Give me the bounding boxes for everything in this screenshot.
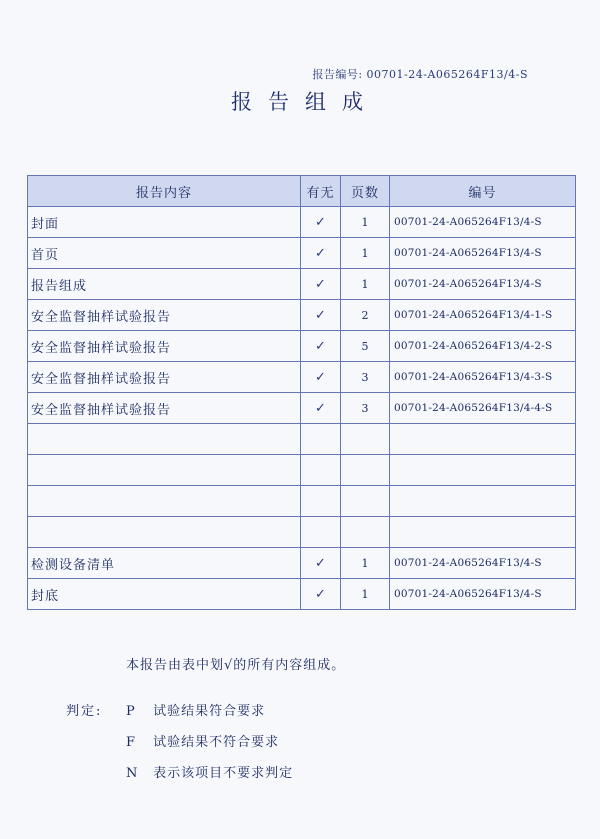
check-mark-icon: ✓ xyxy=(301,393,341,424)
table-row xyxy=(28,300,576,331)
row-mark xyxy=(301,517,341,548)
table-row-empty xyxy=(28,486,576,517)
row-code xyxy=(390,517,576,548)
check-mark-icon: ✓ xyxy=(301,362,341,393)
row-name xyxy=(28,455,301,486)
row-code: 00701-24-A065264F13/4-S xyxy=(390,548,576,579)
row-name: 封面 xyxy=(28,207,301,238)
row-code: 00701-24-A065264F13/4-S xyxy=(390,238,576,269)
row-code: 00701-24-A065264F13/4-4-S xyxy=(390,393,576,424)
row-pages xyxy=(341,455,390,486)
row-pages: 2 xyxy=(341,300,390,331)
composition-note: 本报告由表中划√的所有内容组成。 xyxy=(126,658,346,673)
row-pages: 3 xyxy=(341,393,390,424)
verdict-code: N xyxy=(126,766,139,781)
table-header-row xyxy=(28,176,576,207)
row-name xyxy=(28,517,301,548)
verdict-code: P xyxy=(126,704,136,719)
row-mark xyxy=(301,455,341,486)
row-pages: 1 xyxy=(341,269,390,300)
check-mark-icon: ✓ xyxy=(301,331,341,362)
row-code: 00701-24-A065264F13/4-S xyxy=(390,579,576,610)
row-code: 00701-24-A065264F13/4-S xyxy=(390,207,576,238)
row-name: 安全监督抽样试验报告 xyxy=(28,362,301,393)
row-name xyxy=(28,486,301,517)
row-pages: 1 xyxy=(341,207,390,238)
row-mark xyxy=(301,486,341,517)
verdict-item xyxy=(126,700,265,719)
row-name: 安全监督抽样试验报告 xyxy=(28,300,301,331)
row-name: 首页 xyxy=(28,238,301,269)
header-presence: 有无 xyxy=(301,176,341,207)
table-row xyxy=(28,207,576,238)
report-number: 报告编号: 00701-24-A065264F13/4-S xyxy=(312,68,528,81)
row-name: 报告组成 xyxy=(28,269,301,300)
table-row xyxy=(28,548,576,579)
row-pages xyxy=(341,424,390,455)
row-pages: 5 xyxy=(341,331,390,362)
table-row xyxy=(28,269,576,300)
table-row-empty xyxy=(28,455,576,486)
row-name: 安全监督抽样试验报告 xyxy=(28,331,301,362)
row-mark xyxy=(301,424,341,455)
row-code: 00701-24-A065264F13/4-S xyxy=(390,269,576,300)
verdict-item xyxy=(126,731,279,750)
table-row xyxy=(28,362,576,393)
table-row-empty xyxy=(28,517,576,548)
header-content: 报告内容 xyxy=(28,176,301,207)
header-pages: 页数 xyxy=(341,176,390,207)
page-title: 报告组成 xyxy=(231,90,379,114)
row-pages xyxy=(341,486,390,517)
report-contents-table xyxy=(27,175,576,610)
verdict-code: F xyxy=(126,735,137,750)
row-pages xyxy=(341,517,390,548)
verdict-label: 判定: xyxy=(66,704,103,719)
row-name xyxy=(28,424,301,455)
check-mark-icon: ✓ xyxy=(301,238,341,269)
row-name: 封底 xyxy=(28,579,301,610)
row-name: 检测设备清单 xyxy=(28,548,301,579)
check-mark-icon: ✓ xyxy=(301,300,341,331)
row-pages: 1 xyxy=(341,579,390,610)
row-code: 00701-24-A065264F13/4-3-S xyxy=(390,362,576,393)
check-mark-icon: ✓ xyxy=(301,207,341,238)
check-mark-icon: ✓ xyxy=(301,269,341,300)
verdict-text: 表示该项目不要求判定 xyxy=(153,766,294,781)
check-mark-icon: ✓ xyxy=(301,548,341,579)
table-row xyxy=(28,393,576,424)
table-row xyxy=(28,331,576,362)
table-row xyxy=(28,238,576,269)
verdict-item xyxy=(126,762,293,781)
table-row xyxy=(28,579,576,610)
row-code xyxy=(390,455,576,486)
row-code xyxy=(390,424,576,455)
row-pages: 1 xyxy=(341,238,390,269)
verdict-text: 试验结果不符合要求 xyxy=(153,735,280,750)
row-code xyxy=(390,486,576,517)
row-pages: 1 xyxy=(341,548,390,579)
row-name: 安全监督抽样试验报告 xyxy=(28,393,301,424)
row-pages: 3 xyxy=(341,362,390,393)
row-code: 00701-24-A065264F13/4-1-S xyxy=(390,300,576,331)
row-code: 00701-24-A065264F13/4-2-S xyxy=(390,331,576,362)
header-code: 编号 xyxy=(390,176,576,207)
check-mark-icon: ✓ xyxy=(301,579,341,610)
verdict-text: 试验结果符合要求 xyxy=(153,704,266,719)
table-row-empty xyxy=(28,424,576,455)
